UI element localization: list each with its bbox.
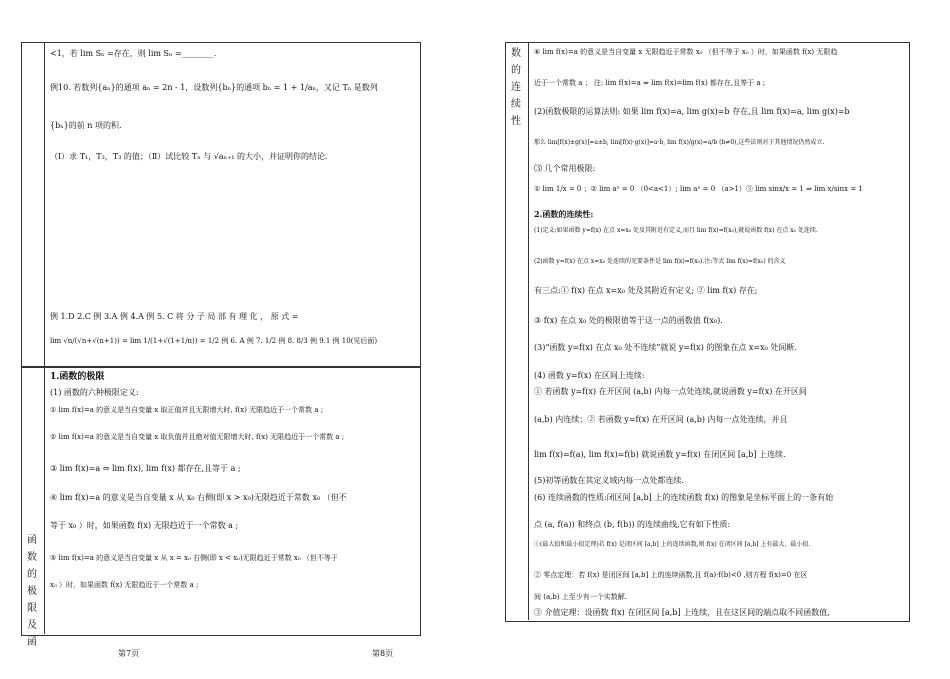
left-content-6: 等于 x₀ ）时，如果函数 f(x) 无限趋近于一个常数 a ; — [50, 521, 239, 530]
right-line-8: (2)函数 y=f(x) 在点 x=x₀ 处连续的充要条件是 lim f(x)=f(x₀).注:等式 lim f(x)=f(x₀) 的含义 — [534, 258, 786, 265]
left-content-3: ② lim f(x)=a 的意义是当自变量 x 取负值并且绝对值无限增大时, f(x) 无限趋近于一个常数 a ; — [50, 433, 345, 441]
right-line-7: (1)定义:如果函数 y=f(x) 在点 x=x₀ 处及其附近有定义,而且 lim f(x)=f(x₀),就说函数 f(x) 在点 x₀ 处连续. — [534, 227, 818, 234]
left-content-2: ① lim f(x)=a 的意义是当自变量 x 取正值并且无限增大时, f(x) 无限趋近于一个常数 a ; — [50, 406, 324, 414]
left-line-2: 例10. 若数列{aₙ}的通项 aₙ = 2n - 1，设数列{bₙ}的通项 bₙ = 1 + 1/aₙ，又记 Tₙ 是数列 — [50, 83, 378, 92]
left-content-7: ⑤ lim f(x)=a 的意义是当自变量 x 从 x = x₀ 右侧(即 x < x₀)无限趋近于常数 x₀ （但不等于 — [50, 554, 338, 562]
section-label-limits: 函数的极限及函 — [27, 535, 37, 648]
right-line-11: (3)“函数 y=f(x) 在点 x₀ 处不连续”就说 y=f(x) 的图象在点 x=x₀ 处间断. — [534, 343, 797, 352]
section-label-continuity: 数的连续性 — [511, 48, 521, 127]
answers-line-2: lim √n/(√n+√(n+1)) = lim 1/(1+√(1+1/n)) = 1/2 例 6. A 例 7. 1/2 例 8. 8/3 例 9.1 例 10(见后面) — [50, 337, 378, 345]
left-content-0: 1.函数的极限 — [50, 372, 105, 382]
left-content-4: ③ lim f(x)=a ⇔ lim f(x), lim f(x) 都存在,且等于 a ; — [50, 464, 241, 473]
right-line-16: (5)初等函数在其定义域内每一点处都连续. — [534, 476, 684, 485]
right-line-14: (a,b) 内连续；② 若函数 y=f(x) 在开区间 (a,b) 内每一点处连续，并且 — [534, 415, 788, 424]
right-line-9: 有三点:① f(x) 在点 x=x₀ 处及其附近有定义; ② lim f(x) 存在; — [534, 286, 758, 295]
right-line-22: ③ 介值定理：设函数 f(x) 在闭区间 [a,b] 上连续，且在这区间的端点取不同函数值, — [534, 608, 830, 617]
left-line-3: {bₙ}的前 n 项的积. — [50, 121, 122, 130]
right-page — [372, 0, 950, 679]
left-content-1: (1) 函数的六种极限定义: — [50, 388, 139, 397]
right-line-15: lim f(x)=f(a), lim f(x)=f(b) 就说函数 y=f(x) 在闭区间 [a,b] 上连续. — [534, 450, 786, 459]
right-line-1: 近于一个常数 a ； 注: lim f(x)=a ⇔ lim f(x)=lim f(x) 都存在,且等于 a ; — [534, 79, 766, 87]
right-line-21: 间 (a,b) 上至少有一个实数解. — [534, 593, 628, 601]
right-line-2: (2)函数极限的运算法则: 如果 lim f(x)=a, lim g(x)=b 存在,且 lim f(x)=a, lim g(x)=b — [534, 107, 850, 116]
left-line-1: <1，若 lim Sₙ =存在，则 lim Sₙ =________. — [50, 49, 217, 58]
right-line-0: ⑥ lim f(x)=a 的意义是当自变量 x 无限趋近于常数 x₀ （但不等于 x₀ ）时，如果函数 f(x) 无限趋 — [534, 48, 838, 56]
right-line-19: ①(最大值和最小值定理)若 f(x) 是闭区间 [a,b] 上的连续函数,则 f(x) 在闭区间 [a,b] 上有最大、最小值. — [534, 541, 811, 548]
left-content-5: ④ lim f(x)=a 的意义是当自变量 x 从 x₀ 右侧(即 x > x₀)无限趋近于常数 x₀ （但不 — [50, 493, 347, 502]
right-line-6: 2.函数的连续性: — [534, 209, 594, 219]
right-line-18: 点 (a, f(a)) 和终点 (b, f(b)) 的连续曲线,它有如下性质: — [534, 520, 731, 529]
right-line-10: ③ f(x) 在点 x₀ 处的极限值等于这一点的函数值 f(x₀). — [534, 316, 723, 325]
right-line-20: ② 零点定理：若 f(x) 是闭区间 [a,b] 上的连续函数,且 f(a)·f(b)<0 ,则方程 f(x)=0 在区 — [534, 571, 808, 579]
left-line-4: （Ⅰ）求 T₁，T₂，T₃ 的值；（Ⅱ）试比较 Tₙ 与 √aₙ₊₁ 的大小，并证明你的结论. — [50, 152, 328, 161]
right-line-3: 那么 lim[f(x)±g(x)]=a±b, lim[f(x)·g(x)]=a·b, lim f(x)/g(x)=a/b (b≠0),这些法则对于其他情况仍然成立. — [534, 139, 825, 146]
page-number-right: 第8页 — [372, 649, 394, 658]
right-line-4: ⑶ 几个常用极限: — [534, 164, 596, 173]
right-line-17: (6) 连续函数的性质:闭区间 [a,b] 上的连续函数 f(x) 的图象是坐标平面上的一条有始 — [534, 493, 834, 502]
answers-line-1: 例 1.D 2.C 例 3.A 例 4.A 例 5. C 将 分 子 局 部 有 理 化 ， 原 式 = — [50, 312, 299, 321]
page-number-left: 第7页 — [118, 649, 140, 658]
right-line-13: ① 若函数 y=f(x) 在开区间 (a,b) 内每一点处连续,就说函数 y=f(x) 在开区间 — [534, 387, 807, 396]
right-line-5: ① lim 1/x = 0 ；② lim aˣ = 0 （0<a<1）; lim aˣ = 0 （a>1）③ lim sinx/x = 1 ⇒ lim x/sinx = 1 — [534, 185, 863, 193]
right-line-12: (4) 函数 y=f(x) 在区间上连续: — [534, 371, 645, 380]
right-table — [505, 42, 910, 622]
left-content-8: x₀ ）时，如果函数 f(x) 无限趋近于一个常数 a ; — [50, 581, 199, 589]
